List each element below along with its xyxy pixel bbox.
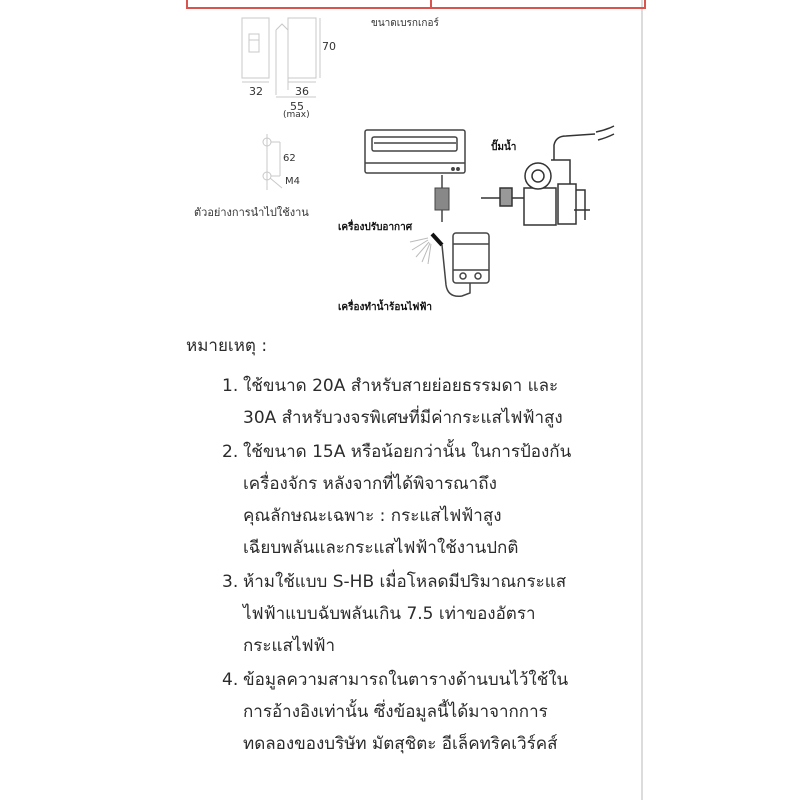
pump-label: ปั๊มน้ำ	[491, 142, 517, 153]
note-line: คุณลักษณะเฉพาะ : กระแสไฟฟ้าสูง	[243, 506, 502, 526]
usage-example-label: ตัวอย่างการนำไปใช้งาน	[194, 206, 309, 219]
note-number: 2.	[222, 442, 239, 462]
dim-height: 70	[322, 40, 336, 53]
breaker-size-label: ขนาดเบรกเกอร์	[371, 18, 439, 29]
breaker-front-icon	[242, 18, 269, 82]
dim-width-right: 36	[295, 85, 309, 98]
air-conditioner-icon	[365, 130, 465, 222]
note-number: 4.	[222, 670, 239, 690]
note-line: ทดลองของบริษัท มัตสุชิตะ อีเล็คทริคเวิร์คส์	[243, 734, 558, 754]
mount-hole-icon	[263, 134, 282, 190]
dim-total-note: (max)	[283, 110, 310, 120]
note-number: 3.	[222, 572, 239, 592]
note-line: ไฟฟ้าแบบฉับพลันเกิน 7.5 เท่าของอัตรา	[243, 604, 536, 624]
note-line: ข้อมูลความสามารถในตารางด้านบนไว้ใช้ใน	[243, 670, 569, 690]
note-line: ห้ามใช้แบบ S-HB เมื่อโหลดมีปริมาณกระแส	[243, 572, 567, 592]
heater-label: เครื่องทำน้ำร้อนไฟฟ้า	[338, 302, 433, 313]
note-line: 30A สำหรับวงจรพิเศษที่มีค่ากระแสไฟฟ้าสูง	[243, 408, 563, 428]
note-number: 1.	[222, 376, 239, 396]
notes-list	[222, 370, 642, 762]
note-item	[222, 566, 642, 662]
mount-screw: M4	[285, 176, 300, 187]
dim-width-left: 32	[249, 85, 263, 98]
dim-total: 55	[290, 100, 304, 113]
water-heater-icon	[410, 233, 489, 296]
note-item	[222, 370, 642, 434]
breaker-diagram	[0, 0, 643, 325]
notes-title: หมายเหตุ :	[186, 336, 268, 356]
mount-distance: 62	[283, 153, 296, 164]
note-line: เครื่องจักร หลังจากที่ได้พิจารณาถึง	[243, 474, 497, 494]
note-line: กระแสไฟฟ้า	[243, 636, 336, 656]
ac-label: เครื่องปรับอากาศ	[338, 222, 413, 233]
note-line: ใช้ขนาด 15A หรือน้อยกว่านั้น ในการป้องกัน	[243, 442, 572, 462]
note-line: การอ้างอิงเท่านั้น ซึ่งข้อมูลนี้ได้มาจากการ	[243, 702, 548, 722]
note-line: ใช้ขนาด 20A สำหรับสายย่อยธรรมดา และ	[243, 376, 559, 396]
ac-breaker-icon	[435, 188, 449, 210]
note-item	[222, 436, 642, 564]
note-line: เฉียบพลันและกระแสไฟฟ้าใช้งานปกติ	[243, 538, 519, 558]
note-item	[222, 664, 642, 760]
